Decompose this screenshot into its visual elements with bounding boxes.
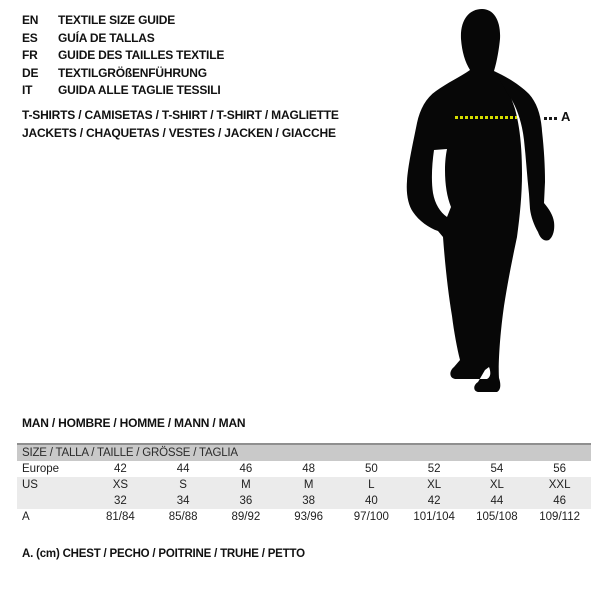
size-cell: 32 xyxy=(113,495,127,507)
body-shape xyxy=(407,9,522,392)
size-cell: XL xyxy=(489,479,504,491)
language-row-en xyxy=(22,12,224,30)
language-label: GUÍA DE TALLAS xyxy=(58,30,155,45)
size-cell: 81/84 xyxy=(105,511,135,523)
size-cell: 42 xyxy=(427,495,441,507)
man-silhouette xyxy=(403,8,563,398)
size-cell: 97/100 xyxy=(353,511,389,523)
size-cell: 34 xyxy=(176,495,190,507)
man-silhouette-svg xyxy=(403,8,563,398)
size-cell: 56 xyxy=(553,463,567,475)
category-tshirts: T-SHIRTS / CAMISETAS / T-SHIRT / T-SHIRT / MAGLIETTE xyxy=(22,108,339,122)
table-row-us-numeric xyxy=(17,493,591,509)
size-cell: 46 xyxy=(553,495,567,507)
row-label xyxy=(17,493,89,509)
size-cell: S xyxy=(179,479,187,491)
size-cell: 42 xyxy=(113,463,127,475)
size-cell: XL xyxy=(427,479,442,491)
language-code: FR xyxy=(22,48,38,62)
size-cell: 52 xyxy=(427,463,441,475)
language-label: GUIDA ALLE TAGLIE TESSILI xyxy=(58,83,221,97)
row-label: Europe xyxy=(22,463,60,475)
language-row-fr xyxy=(22,47,224,65)
size-table-header: SIZE / TALLA / TAILLE / GRÖSSE / TAGLIA xyxy=(17,443,591,461)
category-list xyxy=(22,107,339,142)
size-cell: 36 xyxy=(239,495,253,507)
row-label: US xyxy=(22,479,38,491)
size-cell: XS xyxy=(112,479,129,491)
chest-measure-label: A xyxy=(561,109,571,124)
table-row-chest xyxy=(17,509,591,525)
section-title-man: MAN / HOMBRE / HOMME / MANN / MAN xyxy=(22,416,246,430)
size-cell: 89/92 xyxy=(231,511,261,523)
size-cell: 109/112 xyxy=(539,511,580,523)
size-cell: 54 xyxy=(490,463,504,475)
size-cell: 44 xyxy=(176,463,190,475)
language-code: EN xyxy=(22,13,39,27)
language-row-de xyxy=(22,65,224,83)
language-row-es xyxy=(22,30,224,48)
size-cell: 101/104 xyxy=(413,511,455,523)
row-label: A xyxy=(22,511,30,523)
table-row-us xyxy=(17,477,591,493)
language-label: GUIDE DES TAILLES TEXTILE xyxy=(58,48,225,62)
size-cell: M xyxy=(303,479,314,491)
size-cell: L xyxy=(368,479,375,491)
size-cell: XXL xyxy=(548,479,571,491)
size-cell: 46 xyxy=(239,463,253,475)
size-cell: 93/96 xyxy=(294,511,324,523)
table-row-europe xyxy=(17,461,591,477)
measurement-footnote: A. (cm) CHEST / PECHO / POITRINE / TRUHE / PETTO xyxy=(22,548,305,560)
language-code: ES xyxy=(22,30,38,45)
size-cell: M xyxy=(241,479,251,491)
language-label: TEXTILGRÖßENFÜHRUNG xyxy=(58,65,207,80)
category-jackets: JACKETS / CHAQUETAS / VESTES / JACKEN / GIACCHE xyxy=(22,125,336,140)
size-cell: 44 xyxy=(490,495,504,507)
size-cell: 105/108 xyxy=(476,511,518,523)
chest-measure-dash-yellow xyxy=(455,116,517,119)
size-cell: 40 xyxy=(364,495,378,507)
size-cell: 38 xyxy=(302,495,316,507)
language-label: TEXTILE SIZE GUIDE xyxy=(58,13,176,27)
language-list xyxy=(22,12,224,100)
chest-measure-dash-black xyxy=(544,117,559,120)
language-code: IT xyxy=(22,83,33,97)
language-row-it xyxy=(22,82,224,100)
size-cell: 48 xyxy=(302,463,316,475)
language-code: DE xyxy=(22,65,39,80)
size-cell: 85/88 xyxy=(168,511,198,523)
size-table xyxy=(17,443,591,525)
size-cell: 50 xyxy=(364,463,378,475)
